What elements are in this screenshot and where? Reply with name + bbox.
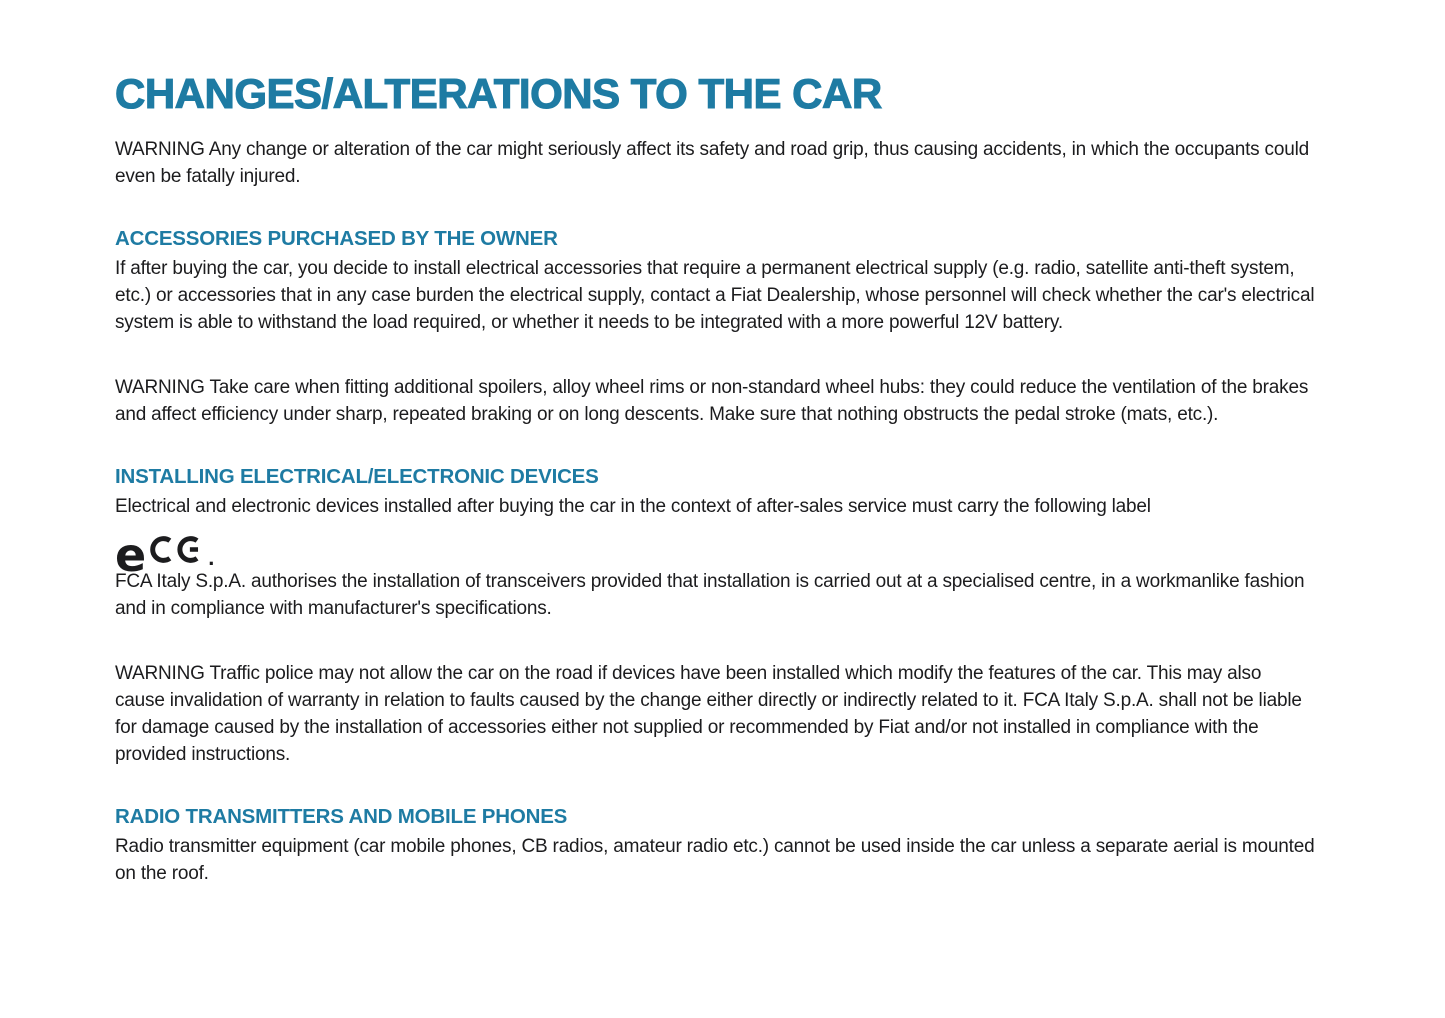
- section-installing-devices: [115, 464, 1330, 768]
- approval-label-symbols: [115, 522, 1330, 582]
- body-paragraph: WARNING Take care when fitting additional spoilers, alloy wheel rims or non-standard wheel hubs: they could reduce the ventilation of the brakes and affect efficiency under sharp, repeated braking or on long descents. Make sure that nothing obstructs the pedal stroke (mats, etc.).: [115, 377, 1309, 425]
- body-paragraph: If after buying the car, you decide to install electrical accessories that require a permanent electrical supply (e.g. radio, satellite anti-theft system, etc.) or accessories that in any case burden the electrical supply, contact a Fiat Dealership, whose personnel will check whether the car's electrical system is able to withstand the load required, or whether it needs to be integrated with a more powerful 12V battery.: [115, 258, 1315, 333]
- label-intro-paragraph: Electrical and electronic devices installed after buying the car in the context of after-sales service must carry the following label: [115, 496, 1151, 517]
- intro-warning-paragraph: WARNING Any change or alteration of the car might seriously affect its safety and road grip, thus causing accidents, in which the occupants could even be fatally injured.: [115, 139, 1309, 187]
- section-radio-transmitters: [115, 804, 1330, 887]
- ce-mark-icon: [150, 535, 208, 564]
- label-sentence-period: .: [208, 545, 215, 570]
- section-heading-radio-transmitters: RADIO TRANSMITTERS AND MOBILE PHONES: [115, 805, 568, 828]
- body-paragraph: FCA Italy S.p.A. authorises the installation of transceivers provided that installation is carried out at a specialised centre, in a workmanlike fashion and in compliance with manufacturer's specifications.: [115, 571, 1305, 619]
- e-type-approval-mark: e: [115, 528, 147, 582]
- page-title: CHANGES/ALTERATIONS TO THE CAR: [115, 70, 882, 117]
- body-paragraph: Radio transmitter equipment (car mobile phones, CB radios, amateur radio etc.) cannot be used inside the car unless a separate aerial is mounted on the roof.: [115, 836, 1315, 884]
- body-paragraph: WARNING Traffic police may not allow the car on the road if devices have been installed which modify the features of the car. This may also cause invalidation of warranty in relation to faults caused by the change either directly or indirectly related to it. FCA Italy S.p.A. shall not be liable for damage caused by the installation of accessories either not supplied or recommended by Fiat and/or not installed in compliance with the provided instructions.: [115, 663, 1302, 765]
- section-heading-installing-devices: INSTALLING ELECTRICAL/ELECTRONIC DEVICES: [115, 465, 599, 488]
- section-accessories: [115, 226, 1330, 428]
- section-heading-accessories: ACCESSORIES PURCHASED BY THE OWNER: [115, 227, 558, 250]
